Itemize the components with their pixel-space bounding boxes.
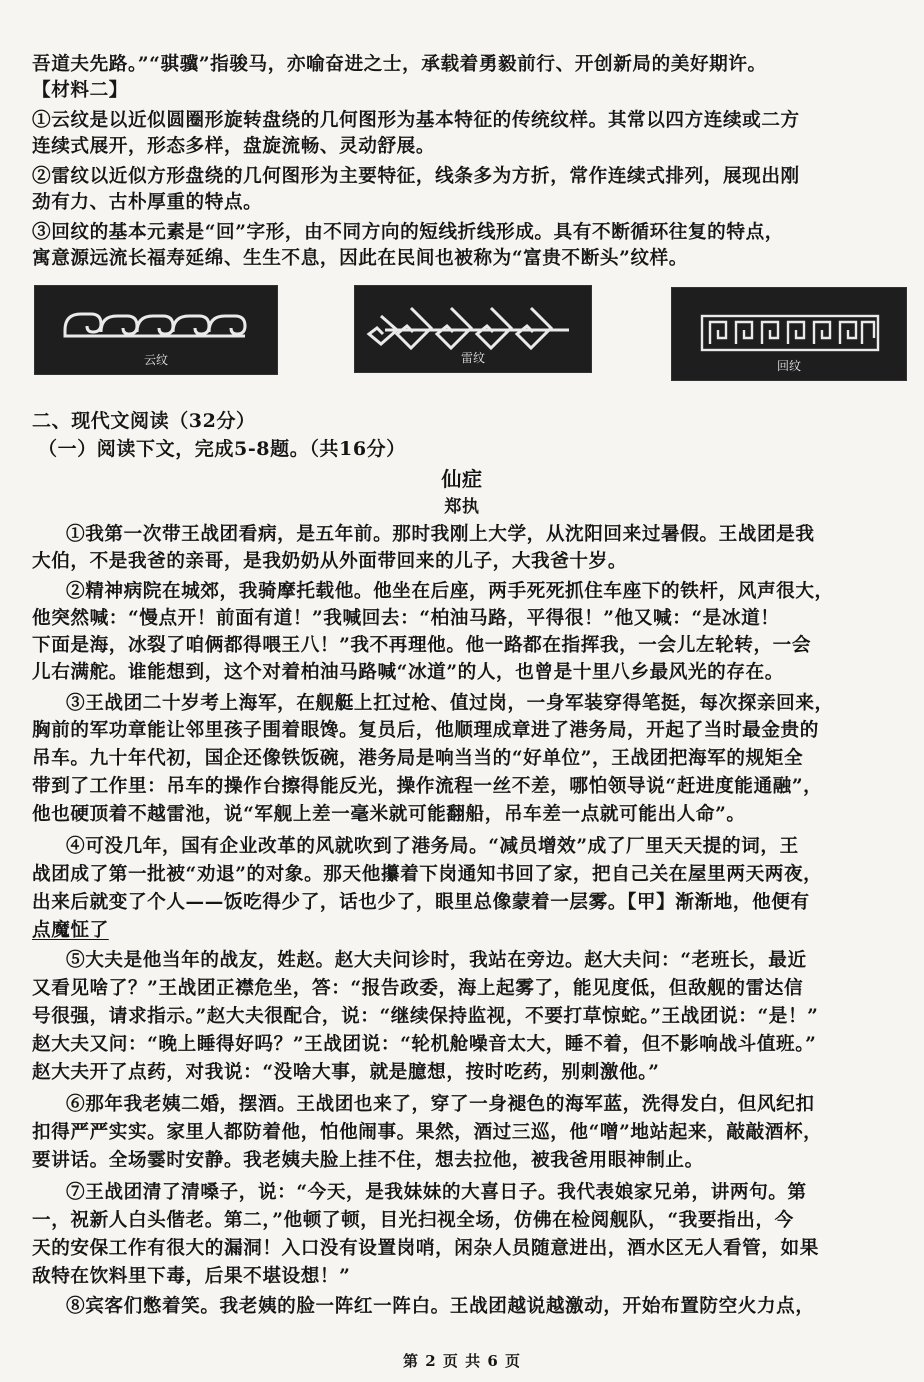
- text-line: ③回纹的基本元素是“回”字形，由不同方向的短线折线形成。具有不断循环往复的特点，: [32, 222, 784, 243]
- paragraph-line: ⑦王战团清了清嗓子，说：“今天，是我妹妹的大喜日子。我代表娘家兄弟，讲两句。第: [66, 1182, 807, 1203]
- section-subtitle: （一）阅读下文，完成5-8题。（共16分）: [38, 438, 406, 460]
- paragraph-line: ④可没几年，国有企业改革的风就吹到了港务局。“减员增效”成了厂里天天提的词，王: [66, 836, 799, 857]
- paragraph-line: ①我第一次带王战团看病，是五年前。那时我刚上大学，从沈阳回来过暑假。王战团是我: [66, 524, 815, 545]
- paragraph-line: 出来后就变了个人——饭吃得少了，话也少了，眼里总像蒙着一层雾。【甲】渐渐地，他便有: [32, 892, 810, 913]
- text-line: 吾道夫先路。”“骐骥”指骏马，亦喻奋进之士，承载着勇毅前行、开创新局的美好期许。: [32, 54, 767, 75]
- paragraph-line: 天的安保工作有很大的漏洞！入口没有设置岗哨，闲杂人员随意进出，酒水区无人看管，如果: [32, 1238, 819, 1259]
- paragraph-line: 赵大夫又问：“晚上睡得好吗？”王战团说：“轮机舱噪音太大，睡不着，但不影响战斗值班。”: [32, 1034, 817, 1055]
- paragraph-line: 敌特在饮料里下毒，后果不堪设想！”: [32, 1266, 351, 1287]
- paragraph-line: 又看见啥了？”王战团正襟危坐，答：“报告政委，海上起雾了，能见度低，但敌舰的雷达信: [32, 978, 804, 999]
- paragraph-line: ⑥那年我老姨二婚，摆酒。王战团也来了，穿了一身褪色的海军蓝，洗得发白，但风纪扣: [66, 1094, 815, 1115]
- paragraph-line: 号很强，请求指示。”赵大夫很配合，说：“继续保持监视，不要打草惊蛇。”王战团说：“是！”: [32, 1006, 819, 1027]
- paragraph-line: ⑤大夫是他当年的战友，姓赵。赵大夫问诊时，我站在旁边。赵大夫问：“老班长，最近: [66, 950, 807, 971]
- hui-pattern-caption: 回纹: [776, 359, 801, 373]
- paragraph-line: 他突然喊：“慢点开！前面有道！”我喊回去：“柏油马路，平得很！”他又喊：“是冰道！: [32, 608, 780, 629]
- paragraph-line: 大伯，不是我爸的亲哥，是我奶奶从外面带回来的儿子，大我爸十岁。: [32, 551, 628, 572]
- cloud-pattern-caption: 云纹: [143, 353, 168, 367]
- paragraph-line: 带到了工作里：吊车的操作台擦得能反光，操作流程一丝不差，哪怕领导说“赶进度能通融”，: [32, 776, 823, 797]
- material2-title: 【材料二】: [32, 80, 128, 101]
- paragraph-line: 战团成了第一批被“劝退”的对象。那天他攥着下岗通知书回了家，把自己关在屋里两天两夜，: [32, 864, 823, 885]
- thunder-pattern-image: [354, 285, 592, 373]
- paragraph-line: ②精神病院在城郊，我骑摩托载他。他坐在后座，两手死死抓住车座下的铁杆，风声很大，: [66, 581, 834, 602]
- paragraph-line: 要讲话。全场霎时安静。我老姨夫脸上挂不住，想去拉他，被我爸用眼神制止。: [32, 1150, 704, 1171]
- section-title: 二、现代文阅读（32分）: [32, 410, 256, 432]
- article-title: 仙症: [441, 467, 483, 491]
- text-line: 连续式展开，形态多样，盘旋流畅、灵动舒展。: [32, 136, 436, 157]
- cloud-pattern-image: [34, 285, 278, 375]
- paragraph-line: 他也硬顶着不越雷池，说“军舰上差一毫米就可能翻船，吊车差一点就可能出人命”。: [32, 804, 746, 825]
- paragraph-line: 胸前的军功章能让邻里孩子围着眼馋。复员后，他顺理成章进了港务局，开起了当时最金贵的: [32, 720, 819, 741]
- paragraph-line: 一，祝新人白头偕老。第二，”他顿了顿，目光扫视全场，仿佛在检阅舰队，“我要指出，今: [32, 1210, 794, 1231]
- paragraph-line: ③王战团二十岁考上海军，在舰艇上扛过枪、值过岗，一身军装穿得笔挺，每次探亲回来，: [66, 693, 834, 714]
- paragraph-line: 儿右满舵。谁能想到，这个对着柏油马路喊“冰道”的人，也曾是十里八乡最风光的存在。: [32, 662, 784, 683]
- text-line: 寓意源远流长福寿延绵、生生不息，因此在民间也被称为“富贵不断头”纹样。: [32, 248, 688, 269]
- paragraph-line: ⑧宾客们憋着笑。我老姨的脸一阵红一阵白。王战团越说越激动，开始布置防空火力点，: [66, 1296, 815, 1317]
- text-line: 劲有力、古朴厚重的特点。: [32, 192, 263, 213]
- hui-pattern-image: [671, 287, 907, 381]
- article-author: 郑执: [444, 497, 480, 517]
- thunder-pattern-caption: 雷纹: [460, 351, 485, 365]
- underlined-sentence: 点魔怔了: [32, 920, 109, 941]
- paragraph-line: 吊车。九十年代初，国企还像铁饭碗，港务局是响当当的“好单位”，王战团把海军的规矩全: [32, 748, 804, 769]
- text-line: ①云纹是以近似圆圈形旋转盘绕的几何图形为基本特征的传统纹样。其常以四方连续或二方: [32, 110, 800, 131]
- pattern-images: [0, 285, 924, 385]
- page-footer: 第 2 页 共 6 页: [403, 1352, 521, 1370]
- paragraph-line: 下面是海，冰裂了咱俩都得喂王八！”我不再理他。他一路都在指挥我，一会儿左轮转，一会: [32, 635, 812, 656]
- paragraph-line: 赵大夫开了点药，对我说：“没啥大事，就是臆想，按时吃药，别刺激他。”: [32, 1062, 660, 1083]
- paragraph-line: 扣得严严实实。家里人都防着他，怕他闹事。果然，酒过三巡，他“噌”地站起来，敲敲酒杯，: [32, 1122, 823, 1143]
- text-line: ②雷纹以近似方形盘绕的几何图形为主要特征，线条多为方折，常作连续式排列，展现出刚: [32, 166, 800, 187]
